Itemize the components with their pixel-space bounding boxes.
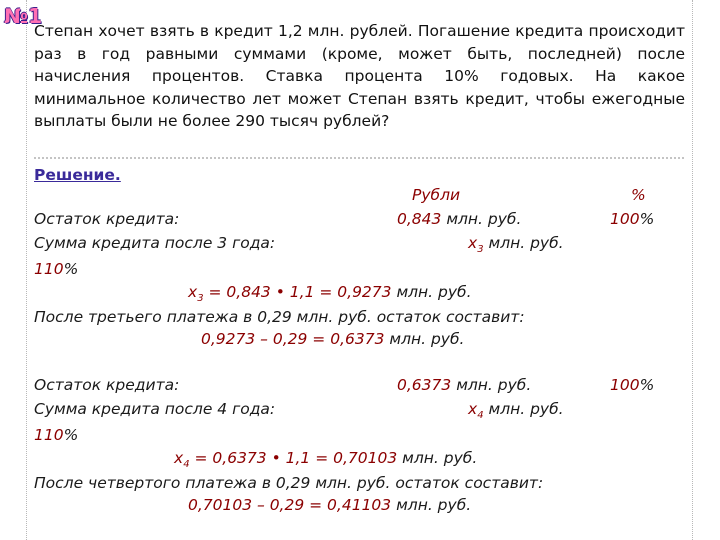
solution-title: Решение. (34, 166, 121, 184)
percent-sign: % (63, 260, 79, 278)
after-payment-calc-2 (188, 496, 471, 514)
remain-percent-1 (610, 210, 654, 228)
remain-value: 0,6373 (397, 376, 452, 394)
after-expression: 0,9273 – 0,29 = 0,6373 (201, 330, 385, 348)
calc-expression: $x_3 = 0,843$ • 1,1 = 0,9273 (188, 283, 392, 305)
percent-value: 100 (610, 376, 640, 394)
sum-percent-2 (34, 426, 78, 444)
sum-percent-1 (34, 260, 78, 278)
remain-value: 0,843 (397, 210, 442, 228)
percent-sign: % (639, 210, 655, 228)
remain-amount-1 (397, 210, 521, 228)
unit: млн. руб. (402, 449, 478, 467)
unit: млн. руб. (396, 496, 472, 514)
grid-line (26, 0, 27, 540)
percent-value: 100 (610, 210, 640, 228)
problem-text: Степан хочет взять в кредит 1,2 млн. рублей. Погашение кредита происходит раз в год равными суммами (кроме, может быть, последней) после начисления процентов. Ставка процента 10% годовых. На какое минимальное количество лет может Степан взять кредит, чтобы ежегодные выплаты были не более 290 тысяч рублей? (34, 22, 685, 131)
unit: млн. руб. (488, 234, 564, 252)
percent-sign: % (63, 426, 79, 444)
unit: млн. руб. (488, 400, 564, 418)
unit: млн. руб. (396, 283, 472, 301)
sum-amount-2 (468, 400, 564, 421)
variable-x: $x_4$ (468, 400, 484, 422)
after-payment-text-1: После третьего платежа в 0,29 млн. руб. остаток составит: (34, 308, 525, 326)
remain-label-1: Остаток кредита: (34, 210, 180, 228)
grid-line (692, 0, 693, 540)
remain-amount-2 (397, 376, 531, 394)
problem-number-badge: №1 (4, 4, 42, 28)
dotted-separator (34, 157, 684, 159)
remain-label-2: Остаток кредита: (34, 376, 180, 394)
calc-line-2 (174, 449, 477, 470)
percent-sign: % (639, 376, 655, 394)
calc-expression: $x_4 = 0,6373$ • 1,1 = 0,70103 (174, 449, 398, 471)
unit: млн. руб. (456, 376, 532, 394)
sum-label-2: Сумма кредита после 4 года: (34, 400, 276, 418)
unit: млн. руб. (446, 210, 522, 228)
header-percent: % (631, 186, 646, 204)
after-payment-calc-1 (201, 330, 464, 348)
sum-label-1: Сумма кредита после 3 года: (34, 234, 276, 252)
after-payment-text-2: После четвертого платежа в 0,29 млн. руб. остаток составит: (34, 474, 544, 492)
percent-value: 110 (34, 260, 64, 278)
remain-percent-2 (610, 376, 654, 394)
unit: млн. руб. (389, 330, 465, 348)
variable-x: $x_3$ (468, 234, 484, 256)
after-expression: 0,70103 – 0,29 = 0,41103 (188, 496, 392, 514)
sum-amount-1 (468, 234, 564, 255)
calc-line-1 (188, 283, 472, 304)
percent-value: 110 (34, 426, 64, 444)
header-rubles: Рубли (412, 186, 461, 204)
